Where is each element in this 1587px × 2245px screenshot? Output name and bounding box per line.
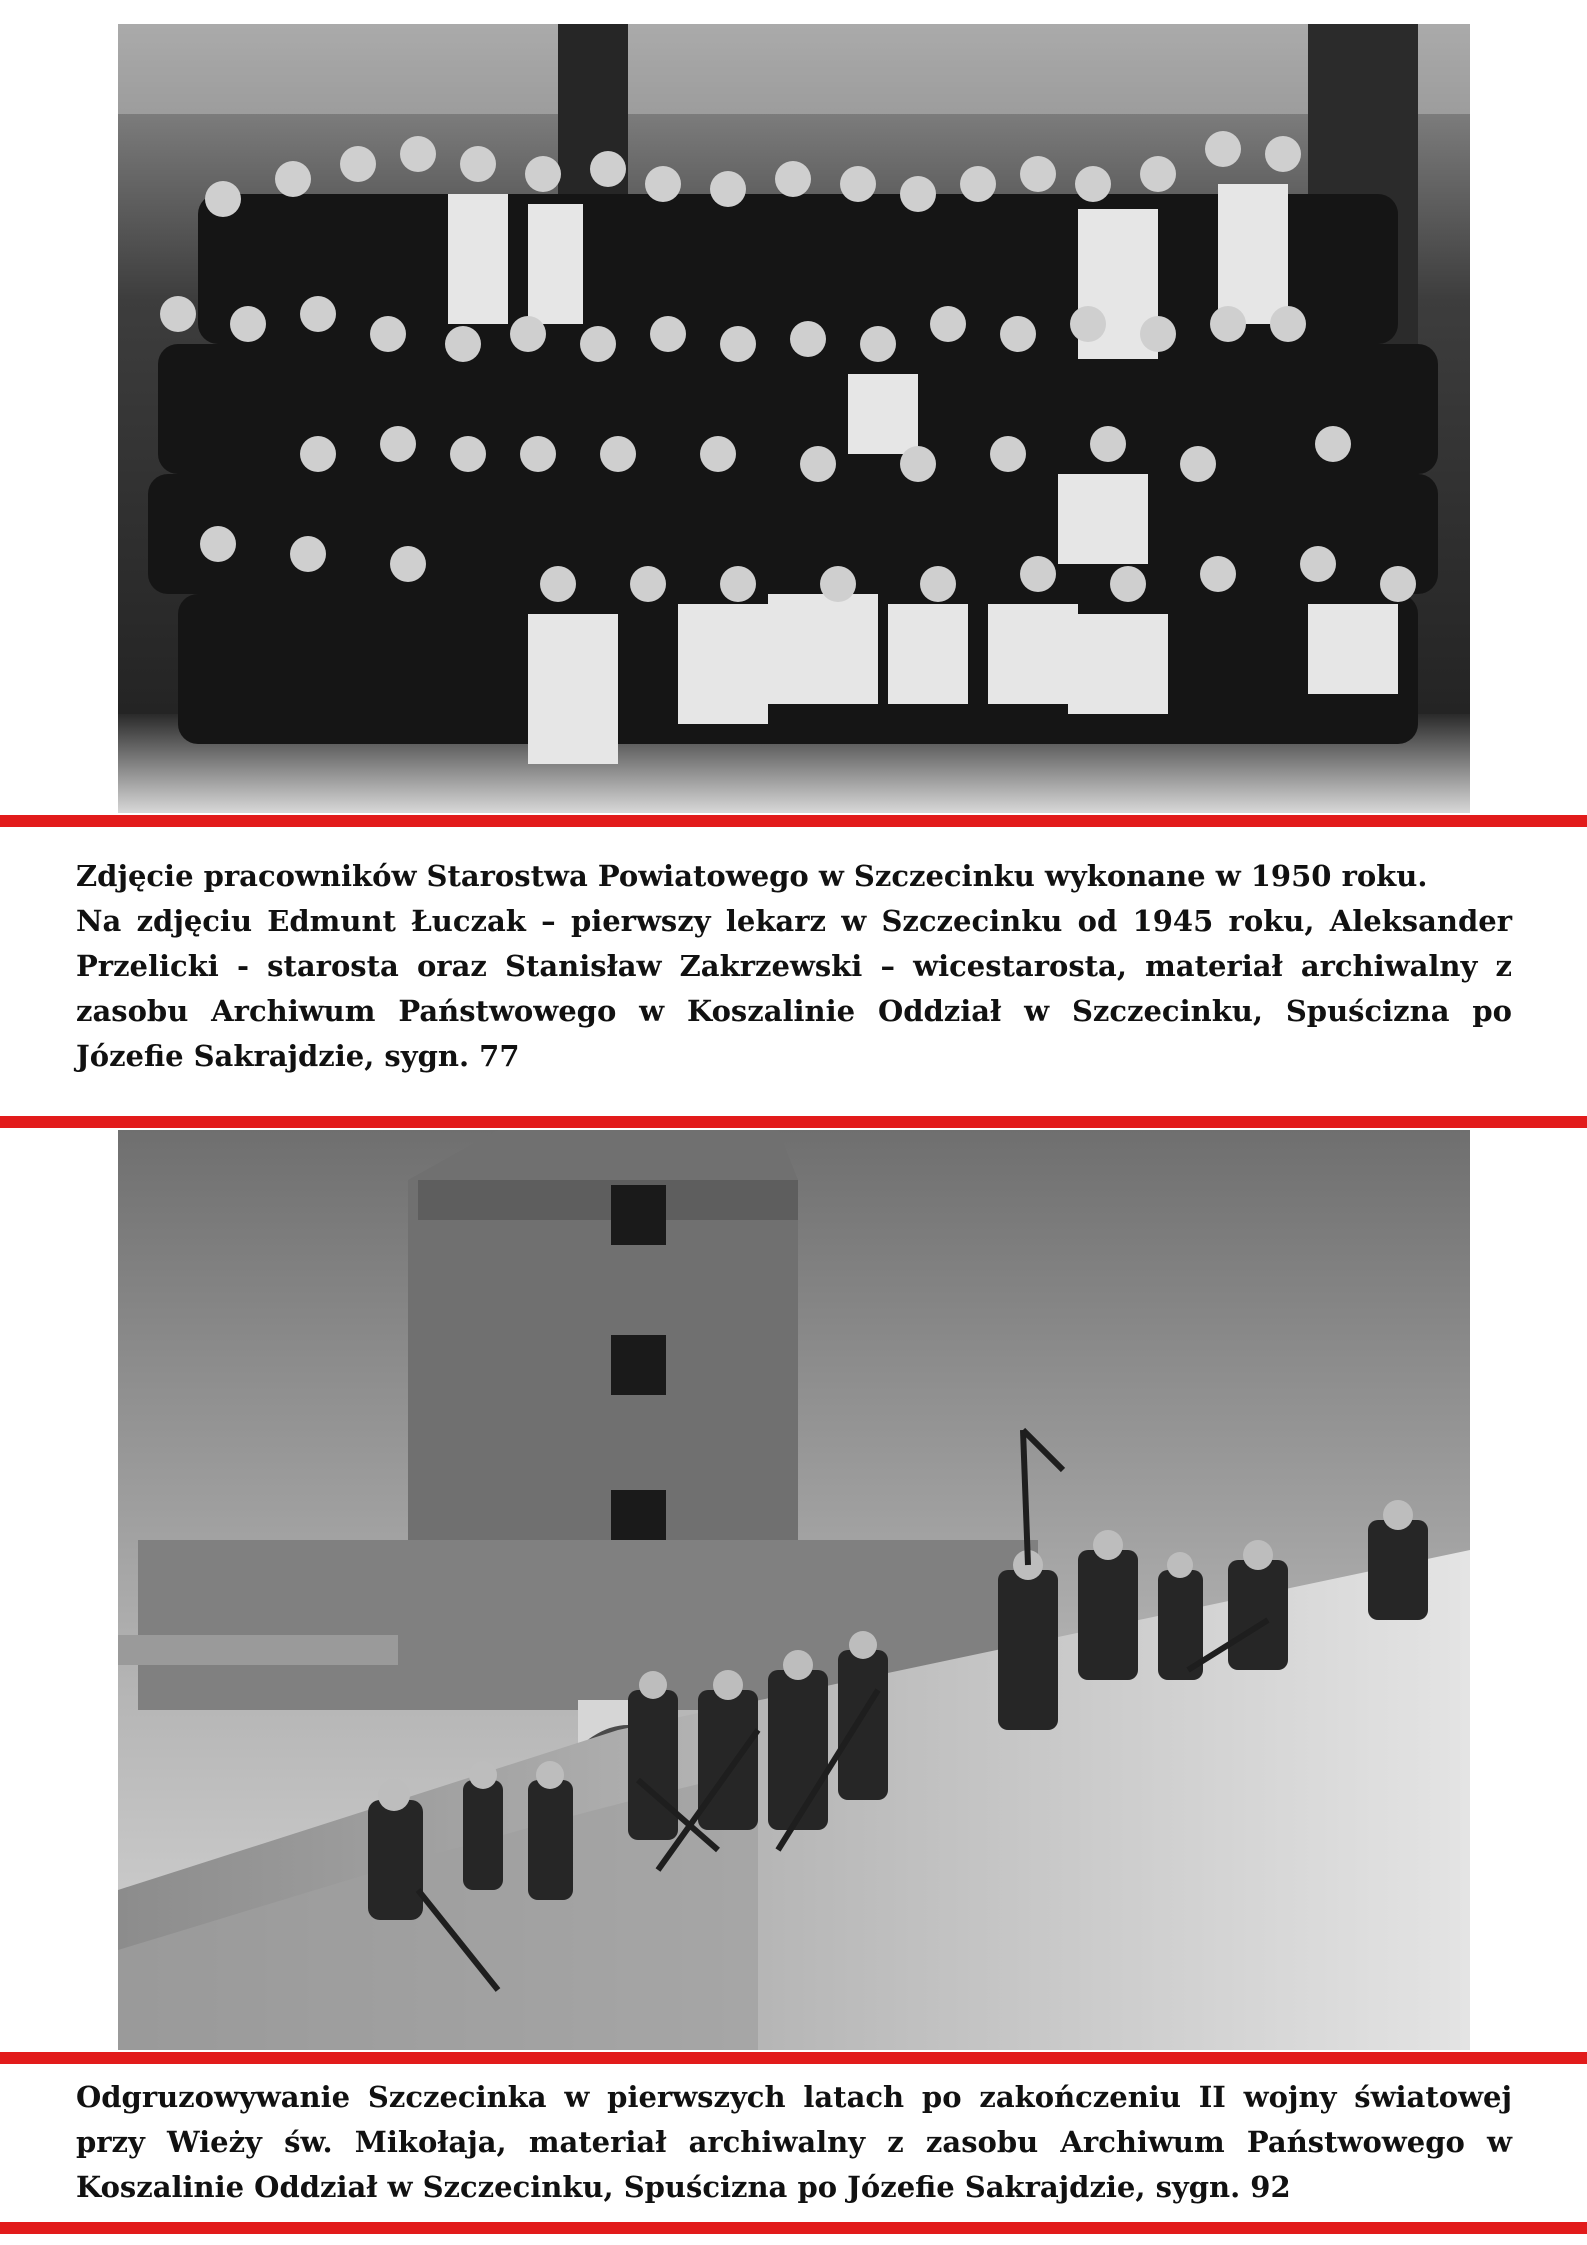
group-photo-illustration <box>118 24 1470 813</box>
bottom-photo-caption: Odgruzowywanie Szczecinka w pierwszych latach po zakończeniu II wojny światowej przy Wieży św. Mikołaja, materiał archiwalny z zasobu Archiwum Państwowego w Koszalinie Oddział w Szczecinku, Spuścizna po Józefie Sakrajdzie, sygn. 92 <box>76 2080 1512 2204</box>
red-divider-rule <box>0 2052 1587 2064</box>
red-divider-rule <box>0 2222 1587 2234</box>
rubble-clearing-photo <box>118 1130 1470 2050</box>
top-photo-caption <box>76 854 1512 1079</box>
red-divider-rule <box>0 815 1587 827</box>
rubble-clearing-illustration <box>118 1130 1470 2050</box>
top-caption-first-line: Zdjęcie pracowników Starostwa Powiatowego w Szczecinku wykonane w 1950 roku. <box>76 859 1428 893</box>
top-caption-body: Na zdjęciu Edmunt Łuczak – pierwszy lekarz w Szczecinku od 1945 roku, Aleksander Przelicki - starosta oraz Stanisław Zakrzewski – wicestarosta, materiał archiwalny z zasobu Archiwum Państwowego w Koszalinie Oddział w Szczecinku, Spuścizna po Józefie Sakrajdzie, sygn. 77 <box>76 904 1512 1073</box>
red-divider-rule <box>0 1116 1587 1128</box>
group-photo <box>118 24 1470 813</box>
